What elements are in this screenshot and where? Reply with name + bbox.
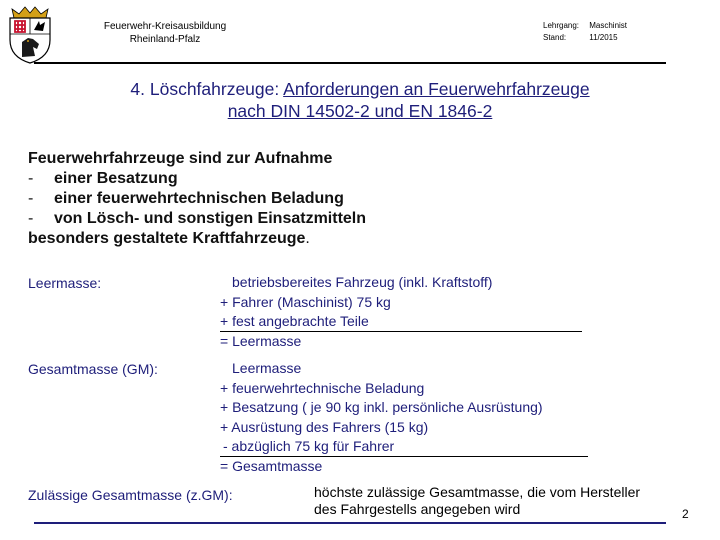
intro-bullet-text: einer Besatzung bbox=[54, 170, 178, 187]
status-label: Stand: bbox=[543, 33, 567, 42]
definition-line: = Leermasse bbox=[220, 332, 302, 349]
definition-line: höchste zulässige Gesamtmasse, die vom Hersteller bbox=[314, 484, 641, 500]
bullet-marker: - bbox=[28, 190, 34, 207]
intro-bullet bbox=[28, 169, 366, 189]
term-leermasse: Leermasse: bbox=[28, 275, 102, 291]
definition-line: + Ausrüstung des Fahrers (15 kg) bbox=[220, 418, 429, 435]
intro-bullet-text: einer feuerwehrtechnischen Beladung bbox=[54, 190, 344, 207]
term-gesamtmasse: Gesamtmasse (GM): bbox=[28, 361, 158, 377]
intro-bullet bbox=[28, 189, 366, 209]
definition-line: des Fahrgestells angegeben wird bbox=[314, 501, 521, 517]
status-value: 11/2015 bbox=[589, 33, 618, 42]
definition-line: + feuerwehrtechnische Beladung bbox=[220, 379, 425, 396]
definition-gesamtmasse bbox=[220, 359, 543, 476]
intro-bullet-text: von Lösch- und sonstigen Einsatzmitteln bbox=[54, 210, 367, 227]
title-line2: nach DIN 14502-2 und EN 1846-2 bbox=[227, 101, 493, 121]
header-divider bbox=[34, 62, 666, 64]
definition-line: Leermasse bbox=[232, 360, 302, 376]
page-title bbox=[40, 78, 680, 122]
coat-of-arms-logo bbox=[4, 4, 56, 64]
header-organization bbox=[60, 20, 270, 46]
definition-line: = Gesamtmasse bbox=[220, 457, 323, 474]
definition-line: betriebsbereites Fahrzeug (inkl. Kraftstoff) bbox=[232, 274, 493, 290]
course-value: Maschinist bbox=[589, 21, 628, 30]
header-org-line2: Rheinland-Pfalz bbox=[129, 34, 201, 45]
sum-underline bbox=[220, 456, 588, 457]
footer-divider bbox=[34, 522, 666, 524]
intro-lead: Feuerwehrfahrzeuge sind zur Aufnahme bbox=[28, 150, 333, 167]
page-number: 2 bbox=[682, 507, 689, 521]
intro-closing: besonders gestaltete Kraftfahrzeuge. bbox=[28, 230, 310, 247]
sum-underline bbox=[220, 331, 582, 332]
bullet-marker: - bbox=[28, 170, 34, 187]
definition-line: - abzüglich 75 kg für Fahrer bbox=[223, 438, 395, 454]
bullet-marker: - bbox=[28, 210, 34, 227]
intro-paragraph bbox=[28, 149, 366, 249]
intro-bullet bbox=[28, 209, 366, 229]
course-label: Lehrgang: bbox=[543, 21, 580, 30]
definition-zulaessige-gesamtmasse bbox=[314, 484, 704, 518]
header-meta bbox=[543, 20, 627, 44]
definition-line: + Besatzung ( je 90 kg inkl. persönliche Ausrüstung) bbox=[220, 399, 543, 415]
header-org-line1: Feuerwehr-Kreisausbildung bbox=[103, 21, 227, 32]
definition-line: + fest angebrachte Teile bbox=[220, 313, 369, 329]
definition-leermasse bbox=[220, 273, 492, 351]
definition-line: + Fahrer (Maschinist) 75 kg bbox=[220, 293, 391, 310]
term-zulaessige-gesamtmasse: Zulässige Gesamtmasse (z.GM): bbox=[28, 487, 233, 503]
title-prefix: 4. Löschfahrzeuge: bbox=[130, 79, 284, 99]
title-line1: Anforderungen an Feuerwehrfahrzeuge bbox=[283, 79, 590, 99]
